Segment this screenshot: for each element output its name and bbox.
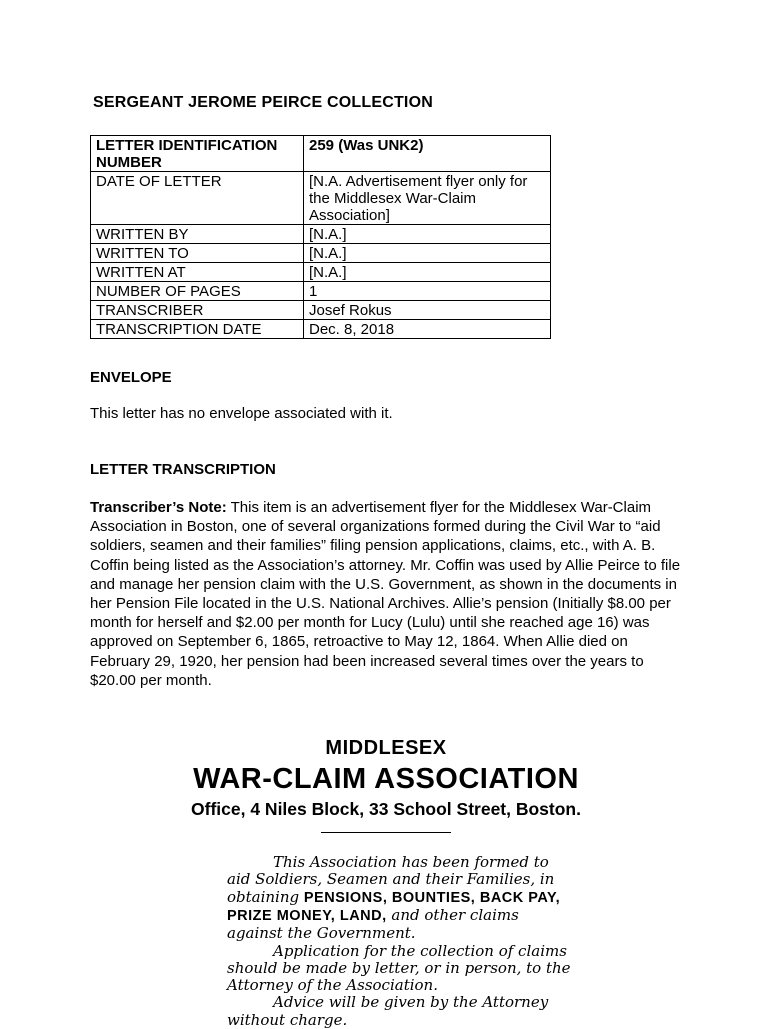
meta-value: [N.A.] [304,263,551,282]
flyer-address-line: Office, 4 Niles Block, 33 School Street, Boston. [191,799,581,820]
transcribers-note [90,498,682,690]
table-row [91,225,551,244]
table-row [91,301,551,320]
flyer-divider-rule [321,832,451,833]
envelope-section-body: This letter has no envelope associated with it. [90,405,393,422]
meta-label: WRITTEN BY [91,225,304,244]
flyer-script-text [227,854,572,1029]
meta-label: NUMBER OF PAGES [91,282,304,301]
meta-value: [N.A. Advertisement flyer only for the Middlesex War-Claim Association] [304,172,551,225]
letter-metadata-table [90,135,551,339]
table-row [91,320,551,339]
meta-label: TRANSCRIBER [91,301,304,320]
flyer-org-name-line2: WAR-CLAIM ASSOCIATION [193,763,579,796]
flyer-reproduction [90,737,682,1029]
flyer-script-paragraph-3: Advice will be given by the Attorney without charge. [227,993,549,1029]
flyer-script-p1-bold: PENSIONS, BOUNTIES, BACK PAY, PRIZE MONEY, LAND, [227,889,561,924]
flyer-script-p1-post: and other claims against the Government. [227,905,519,943]
collection-title: SERGEANT JEROME PEIRCE COLLECTION [93,94,433,111]
table-row [91,136,551,172]
meta-label: TRANSCRIPTION DATE [91,320,304,339]
meta-value: 259 (Was UNK2) [304,136,551,172]
meta-label: LETTER IDENTIFICATION NUMBER [91,136,304,172]
meta-label: DATE OF LETTER [91,172,304,225]
flyer-script-paragraph-2: Application for the collection of claims should be made by letter, or in person, to the Attorney of the Association. [227,941,571,995]
meta-label: WRITTEN TO [91,244,304,263]
meta-value: 1 [304,282,551,301]
table-row [91,263,551,282]
meta-value: [N.A.] [304,225,551,244]
meta-label: WRITTEN AT [91,263,304,282]
transcription-section-heading: LETTER TRANSCRIPTION [90,461,276,478]
envelope-section-heading: ENVELOPE [90,369,172,386]
transcribers-note-label: Transcriber’s Note: [90,499,227,516]
meta-value: [N.A.] [304,244,551,263]
meta-value: Dec. 8, 2018 [304,320,551,339]
flyer-script-p1-pre: This Association has been formed to aid Soldiers, Seamen and their Families, in obtaining [227,853,555,906]
table-row [91,282,551,301]
meta-value: Josef Rokus [304,301,551,320]
table-row [91,172,551,225]
flyer-org-name-line1: MIDDLESEX [325,737,447,760]
transcribers-note-body: This item is an advertisement flyer for the Middlesex War-Claim Association in Boston, one of several organizations formed during the Civil War to “aid soldiers, seamen and their families” filing pension applications, claims, etc., with A. B. Coffin being listed as the Association’s attorney. Mr. Coffin was used by Allie Peirce to file and manage her pension claim with the U.S. Government, as shown in the documents in her Pension File located in the U.S. National Archives. Allie’s pension (Initially $8.00 per month for herself and $2.00 per month for Lucy (Lulu) until she reached age 16) was approved on September 6, 1865, retroactive to May 12, 1864. When Allie died on February 29, 1920, her pension had been increased several times over the years to $20.00 per month. [90,499,681,689]
flyer-script-paragraph-1 [227,854,572,942]
table-row [91,244,551,263]
